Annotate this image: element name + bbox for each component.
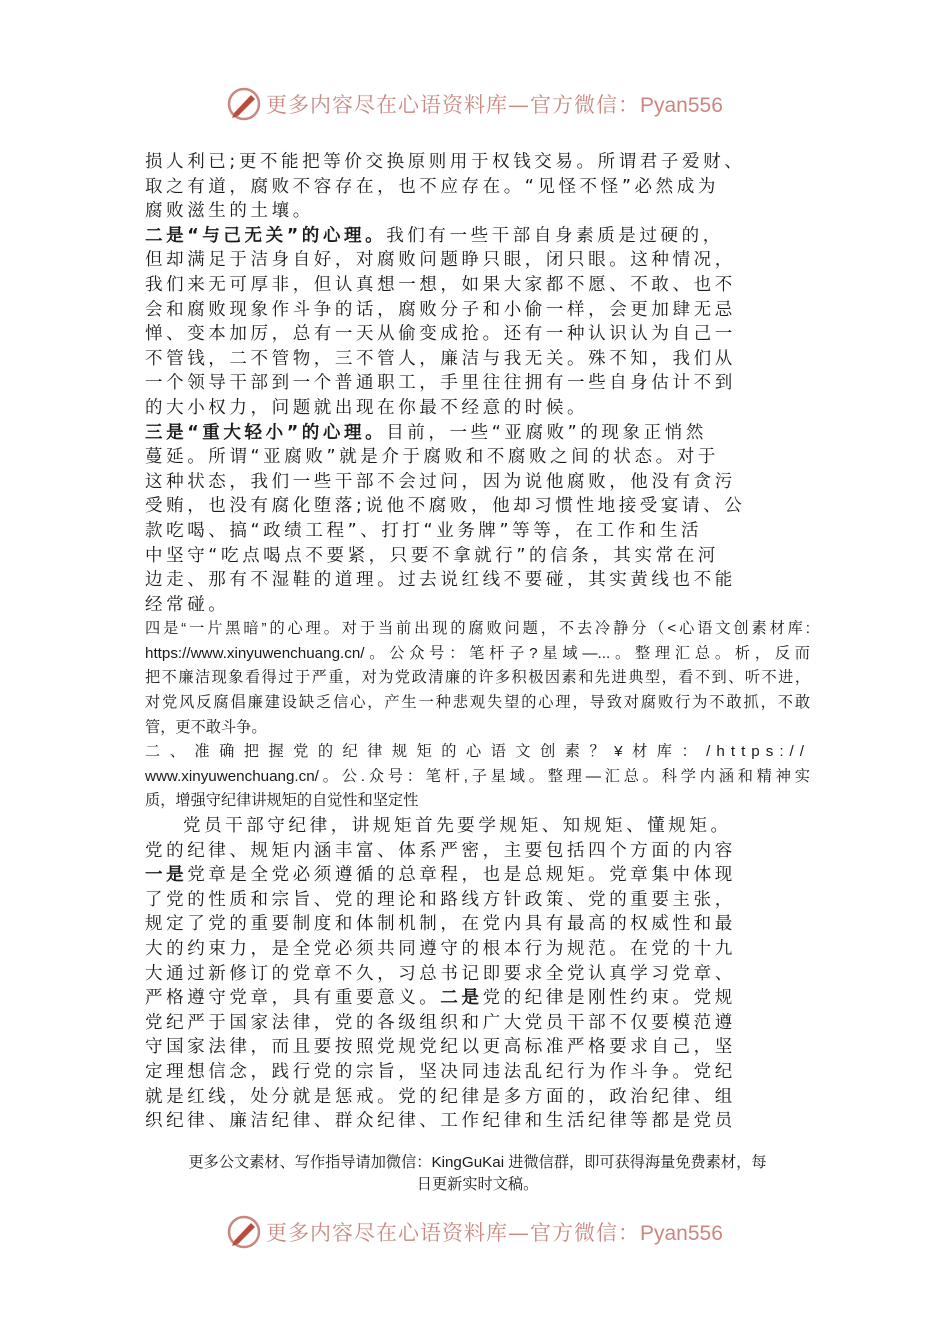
- header-banner: [0, 84, 950, 124]
- text-line: 会和腐败现象作斗争的话，腐败分子和小偷一样，会更加肆无忌: [145, 299, 736, 320]
- text-line: 质，增强守纪律讲规矩的自觉性和坚定性: [145, 792, 419, 810]
- section-lead: 二是: [440, 988, 483, 1009]
- pen-logo-icon: [226, 1214, 262, 1250]
- text-line: 款吃喝、搞“政绩工程”、打打“业务牌”等等，在工作和生活: [145, 520, 703, 541]
- text-line: 对党风反腐倡廉建设缺乏信心，产生一种悲观失望的心理，导致对腐败行为不敢抓，不敢: [145, 694, 810, 712]
- text-line: 蔓延。所谓“亚腐败”就是介于腐败和不腐败之间的状态。对于: [145, 447, 719, 468]
- footnote: [145, 1152, 810, 1196]
- section-heading: 二、准确把握党的纪律规矩的心语文创素？¥材库：/https://: [145, 743, 810, 761]
- text-line: 惮、变本加厉，总有一天从偷变成抢。还有一种认识认为自己一: [145, 324, 736, 345]
- text-line: 一个领导干部到一个普通职工，手里往往拥有一些自身估计不到: [145, 373, 736, 394]
- text-line: 一是党章是全党必须遵循的总章程，也是总规矩。党章集中体现: [145, 865, 736, 886]
- text-line: 党纪严于国家法律，党的各级组织和广大党员干部不仅要模范遵: [145, 1012, 736, 1033]
- text-line: 边走、那有不湿鞋的道理。过去说红线不要碰，其实黄线也不能: [145, 570, 736, 591]
- footer-banner: [0, 1212, 950, 1252]
- text-line: 党的纪律、规矩内涵丰富、体系严密，主要包括四个方面的内容: [145, 840, 736, 861]
- text-line: 织纪律、廉洁纪律、群众纪律、工作纪律和生活纪律等都是党员: [145, 1111, 736, 1132]
- text-line: 但却满足于洁身自好，对腐败问题睁只眼，闭只眼。这种情况，: [145, 250, 736, 271]
- banner-text: 更多内容尽在心语资料库—官方微信：Pyan556: [266, 93, 723, 117]
- text-line: 把不廉洁现象看得过于严重，对为党政清廉的许多积极因素和先进典型，看不到、听不进，: [145, 669, 810, 687]
- text-line: 腐败滋生的土壤。: [145, 201, 314, 222]
- text-line: 大通过新修订的党章不久，习总书记即要求全党认真学习党章、: [145, 963, 736, 984]
- section-lead: 一是: [145, 865, 188, 886]
- footnote-line: 更多公文素材、写作指导请加微信：KingGuKai 进微信群，即可获得海量免费素材，每: [188, 1154, 767, 1171]
- text-line: 严格遵守党章，具有重要意义。二是党的纪律是刚性约束。党规: [145, 988, 736, 1009]
- text-line: 四是“一片黑暗”的心理。对于当前出现的腐败问题，不去冷静分（<心语文创素材库:: [145, 620, 810, 638]
- footnote-line: 日更新实时文稿。: [416, 1176, 539, 1193]
- text-line: 党员干部守纪律，讲规矩首先要学规矩、知规矩、懂规矩。: [183, 816, 732, 837]
- text-line: 受贿，也没有腐化堕落;说他不腐败，他却习惯性地接受宴请、公: [145, 496, 746, 517]
- text-line: 我们来无可厚非，但认真想一想，如果大家都不愿、不敢、也不: [145, 274, 736, 295]
- text-line: 规定了党的重要制度和体制机制，在党内具有最高的权威性和最: [145, 914, 736, 935]
- text-line: 管，更不敢斗争。: [145, 718, 267, 736]
- banner-text: 更多内容尽在心语资料库—官方微信：Pyan556: [266, 1221, 723, 1245]
- section-lead: 三是“重大轻小”的心理。: [145, 422, 387, 443]
- text-line: 这种状态，我们一些干部不会过问，因为说他腐败，他没有贪污: [145, 471, 736, 492]
- text-line: 守国家法律，而且要按照党规党纪以更高标准严格要求自己，坚: [145, 1037, 736, 1058]
- text-line: 定理想信念，践行党的宗旨，坚决同违法乱纪行为作斗争。党纪: [145, 1061, 736, 1082]
- text-line: 经常碰。: [145, 594, 230, 615]
- text-line: 不管钱，二不管物，三不管人，廉洁与我无关。殊不知，我们从: [145, 348, 736, 369]
- pen-logo-icon: [226, 86, 262, 122]
- text-line: 中坚守“吃点喝点不要紧，只要不拿就行”的信条，其实常在河: [145, 545, 719, 566]
- text-line: 就是红线，处分就是惩戒。党的纪律是多方面的，政治纪律、组: [145, 1086, 736, 1107]
- document-body: [145, 150, 810, 1134]
- section-lead: 二是“与己无关”的心理。: [145, 225, 387, 246]
- text-line: 了党的性质和宗旨、党的理论和路线方针政策、党的重要主张，: [145, 889, 736, 910]
- text-line: https://www.xinyuwenchuang.cn/。公众号：笔杆子?星域—...。整理汇总。析，反而: [145, 644, 810, 662]
- text-line: 三是“重大轻小”的心理。目前，一些“亚腐败”的现象正悄然: [145, 422, 707, 443]
- text-line: 大的约束力，是全党必须共同遵守的根本行为规范。在党的十九: [145, 939, 736, 959]
- text-line: 损人利已;更不能把等价交换原则用于权钱交易。所谓君子爱财、: [145, 152, 746, 172]
- text-line: 二是“与己无关”的心理。我们有一些干部自身素质是过硬的，: [145, 225, 724, 246]
- text-line: www.xinyuwenchuang.cn/。公.众号：笔杆,子星域。整理—汇总。科学内涵和精神实: [145, 767, 810, 785]
- text-line: 的大小权力，问题就出现在你最不经意的时候。: [145, 397, 589, 418]
- text-line: 取之有道，腐败不容存在，也不应存在。“见怪不怪”必然成为: [145, 176, 719, 197]
